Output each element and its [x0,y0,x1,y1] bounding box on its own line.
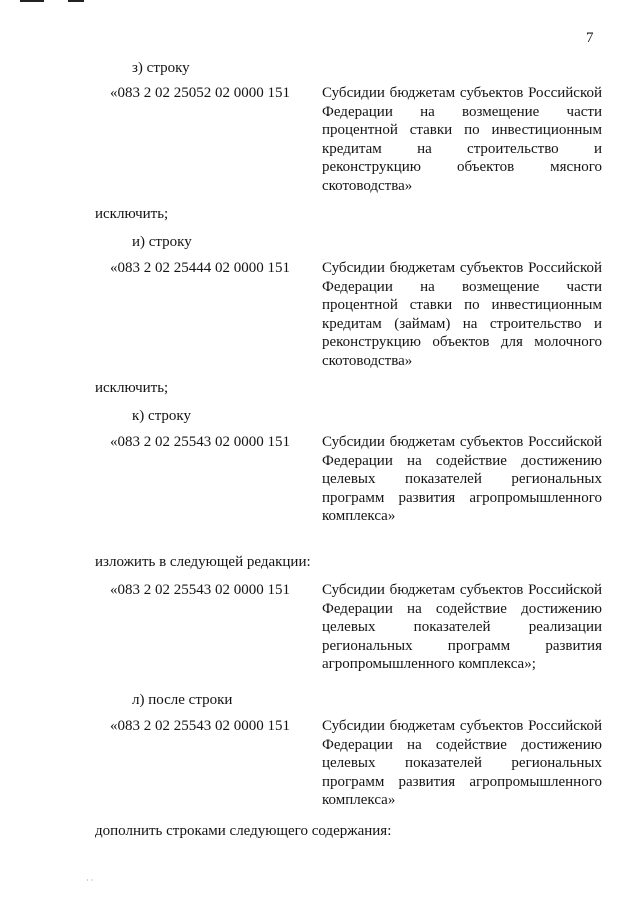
item-i-code: «083 2 02 25444 02 0000 151 [110,260,290,276]
scan-artifact: · · [86,876,94,885]
item-k-description: Субсидии бюджетам субъектов Российской Федерации на содействие достижению целевых показателей региональных программ развития агропромышленного комплекса» [322,434,602,524]
item-z-code: «083 2 02 25052 02 0000 151 [110,85,290,101]
top-rule [68,0,84,2]
item-i-label: и) строку [132,234,192,250]
new-edition-description: Субсидии бюджетам субъектов Российской Федерации на содействие достижению целевых показателей реализации региональных программ развития агропромышленного комплекса»; [322,582,602,672]
restate-text: изложить в следующей редакции: [95,554,311,570]
top-rule [20,0,44,2]
supplement-text: дополнить строками следующего содержания: [95,823,392,839]
item-i-description: Субсидии бюджетам субъектов Российской Федерации на возмещение части процентной ставки по инвестиционным кредитам (займам) на строительство и реконструкцию объектов для молочного скотоводства» [322,260,602,369]
item-l-label: л) после строки [132,692,233,708]
item-l-description: Субсидии бюджетам субъектов Российской Федерации на содействие достижению целевых показателей региональных программ развития агропромышленного комплекса» [322,718,602,808]
new-edition-code: «083 2 02 25543 02 0000 151 [110,582,290,598]
item-k-code: «083 2 02 25543 02 0000 151 [110,434,290,450]
item-l-code: «083 2 02 25543 02 0000 151 [110,718,290,734]
item-z-description: Субсидии бюджетам субъектов Российской Федерации на возмещение части процентной ставки по инвестиционным кредитам на строительство и реконструкцию объектов мясного скотоводства» [322,85,602,194]
exclude-text: исключить; [95,380,169,396]
item-z-label: з) строку [132,60,190,76]
item-k-label: к) строку [132,408,192,424]
exclude-text: исключить; [95,206,169,222]
page-number: 7 [586,30,594,46]
